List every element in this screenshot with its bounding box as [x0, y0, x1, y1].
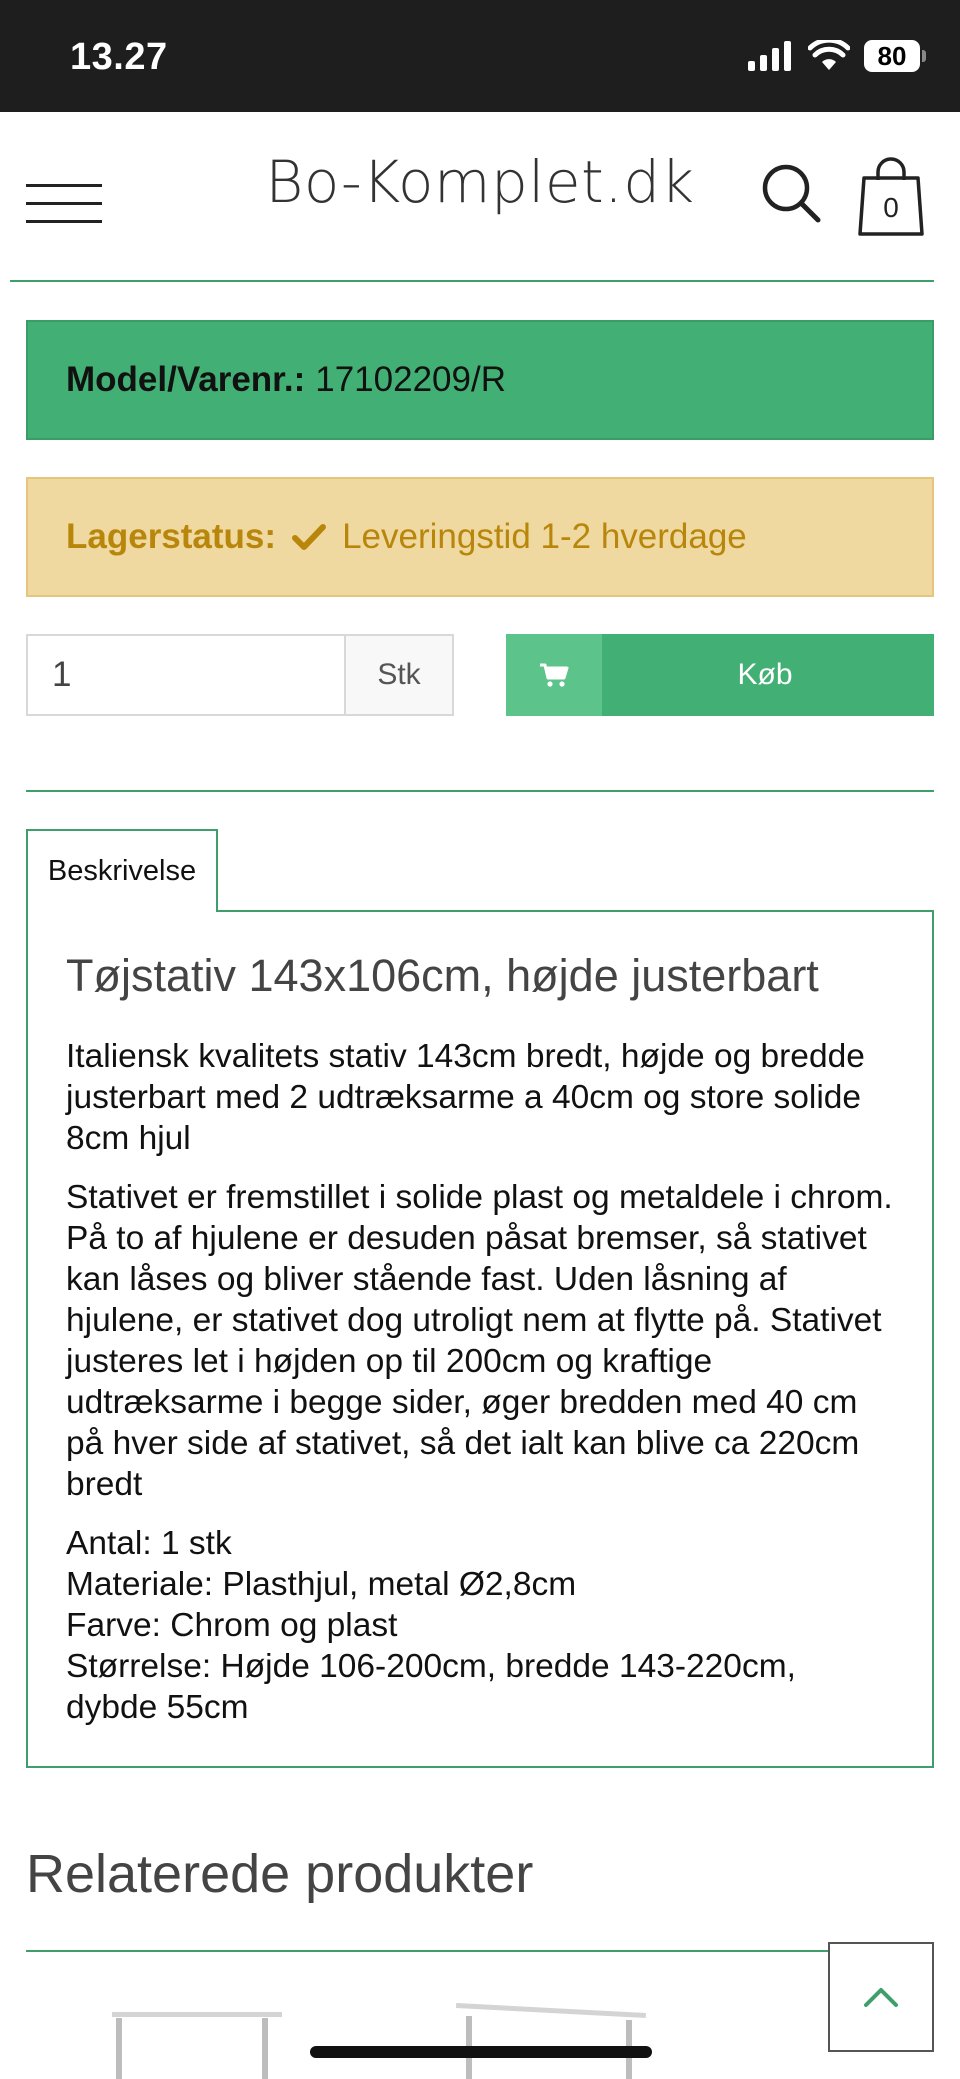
search-icon [760, 162, 824, 226]
back-to-top-button[interactable] [828, 1942, 934, 2052]
spec-quantity: Antal: 1 stk [66, 1524, 232, 1562]
header-divider [10, 280, 934, 282]
search-button[interactable] [760, 162, 824, 226]
spec-material: Materiale: Plasthjul, metal Ø2,8cm [66, 1565, 577, 1603]
buy-icon-box [506, 634, 602, 716]
product-title: Tøjstativ 143x106cm, højde justerbart [66, 950, 819, 1001]
cart-icon [539, 662, 569, 688]
signal-icon [748, 41, 794, 71]
description-panel [26, 910, 934, 1768]
quantity-unit: Stk [344, 634, 454, 716]
spec-color: Farve: Chrom og plast [66, 1606, 398, 1644]
description-paragraph: Stativet er fremstillet i solide plast og metaldele i chrom. På to af hjulene er desuden påsat bremser, så stativet kan låses og bliver stående fast. Uden låsning af hjulene, er stativet dog utroligt nem at flytte på. Stativet justeres let i højden op til 200cm og kraftige udtræksarme i begge sider, øger bredden med 40 cm på hver side af stativet, så det ialt kan blive ca 220cm bredt [66, 1178, 893, 1503]
check-icon [292, 523, 326, 551]
quantity-input[interactable] [26, 634, 344, 716]
buy-label: Køb [737, 658, 793, 691]
related-divider [26, 1950, 836, 1952]
site-header [0, 112, 960, 272]
status-icons [748, 40, 920, 72]
clothes-rack-image [26, 1956, 934, 2079]
spec-size: Størrelse: Højde 106-200cm, bredde 143-220cm, dybde 55cm [66, 1647, 796, 1726]
model-number-box [26, 320, 934, 440]
site-logo[interactable]: Bo-Komplet.dk [265, 148, 695, 216]
wifi-icon [808, 40, 850, 72]
tab-description[interactable]: Beskrivelse [26, 829, 218, 912]
status-time: 13.27 [70, 36, 168, 78]
battery-indicator: 80 [864, 40, 920, 72]
stock-value: Leveringstid 1-2 hverdage [342, 517, 747, 556]
stock-label: Lagerstatus: [66, 517, 277, 556]
description-paragraph: Italiensk kvalitets stativ 143cm bredt, højde og bredde justerbart med 2 udtræksarme a 40cm og store solide 8cm hjul [66, 1037, 865, 1157]
related-products-title: Relaterede produkter [26, 1844, 534, 1904]
stock-status-box [26, 477, 934, 597]
chevron-up-icon [863, 1986, 899, 2008]
home-indicator [310, 2046, 652, 2058]
model-value: 17102209/R [315, 360, 506, 399]
cart-count: 0 [883, 192, 899, 223]
section-divider [26, 790, 934, 792]
model-label: Model/Varenr.: [66, 360, 306, 399]
buy-button[interactable] [506, 634, 934, 716]
cart-button[interactable] [856, 154, 926, 238]
related-product-image[interactable] [26, 1956, 934, 2079]
status-bar [0, 0, 960, 112]
